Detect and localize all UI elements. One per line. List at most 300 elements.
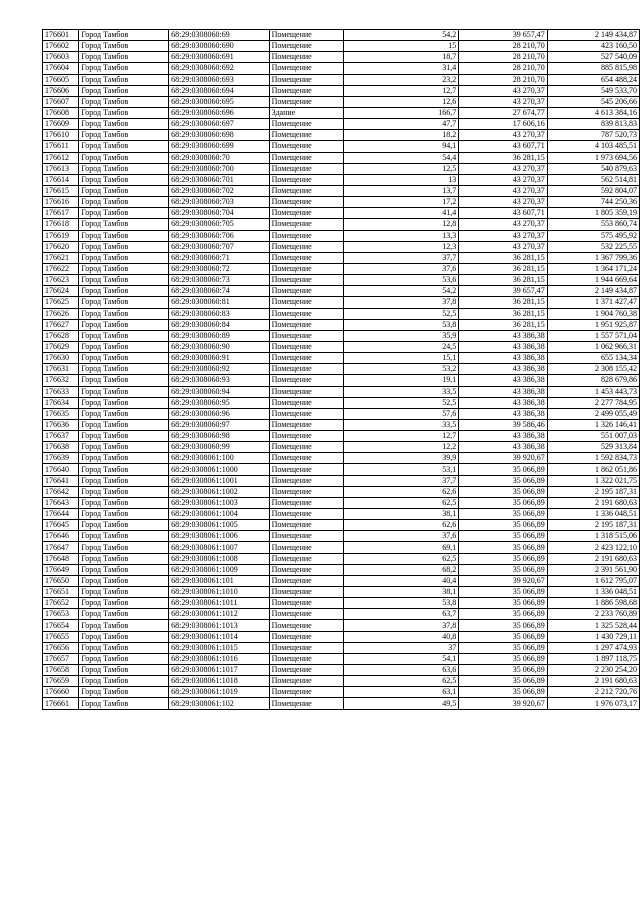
cadastral-number-cell: 68:29:0308060:94 <box>169 386 270 397</box>
row-number-cell: 176660 <box>43 687 79 698</box>
row-number-cell: 176606 <box>43 85 79 96</box>
cadastral-value-cell: 2 233 760,89 <box>547 609 639 620</box>
object-type-cell: Помещение <box>269 208 343 219</box>
table-row <box>43 631 640 642</box>
area-cell: 54,4 <box>344 152 459 163</box>
cadastral-number-cell: 68:29:0308061:1016 <box>169 653 270 664</box>
table-row <box>43 587 640 598</box>
specific-value-cell: 35 066,89 <box>459 564 548 575</box>
area-cell: 13,7 <box>344 185 459 196</box>
cadastral-value-cell: 4 613 384,16 <box>547 107 639 118</box>
specific-value-cell: 43 386,38 <box>459 364 548 375</box>
table-row <box>43 397 640 408</box>
area-cell: 94,1 <box>344 141 459 152</box>
cadastral-value-cell: 1 062 966,31 <box>547 341 639 352</box>
cadastral-value-cell: 2 308 155,42 <box>547 364 639 375</box>
locality-cell: Город Тамбов <box>79 497 169 508</box>
cadastral-value-cell: 1 336 048,51 <box>547 587 639 598</box>
locality-cell: Город Тамбов <box>79 197 169 208</box>
cadastral-number-cell: 68:29:0308061:1015 <box>169 642 270 653</box>
object-type-cell: Помещение <box>269 185 343 196</box>
cadastral-number-cell: 68:29:0308060:707 <box>169 241 270 252</box>
locality-cell: Город Тамбов <box>79 275 169 286</box>
object-type-cell: Помещение <box>269 364 343 375</box>
row-number-cell: 176624 <box>43 286 79 297</box>
cadastral-number-cell: 68:29:0308060:84 <box>169 319 270 330</box>
area-cell: 40,4 <box>344 575 459 586</box>
locality-cell: Город Тамбов <box>79 665 169 676</box>
specific-value-cell: 43 386,38 <box>459 341 548 352</box>
row-number-cell: 176607 <box>43 96 79 107</box>
cadastral-value-cell: 839 813,83 <box>547 119 639 130</box>
object-type-cell: Помещение <box>269 297 343 308</box>
cadastral-number-cell: 68:29:0308060:704 <box>169 208 270 219</box>
specific-value-cell: 35 066,89 <box>459 687 548 698</box>
cadastral-number-cell: 68:29:0308061:1014 <box>169 631 270 642</box>
cadastral-value-table <box>42 29 640 710</box>
cadastral-value-cell: 2 149 434,87 <box>547 30 639 41</box>
cadastral-value-cell: 1 297 474,93 <box>547 642 639 653</box>
cadastral-value-cell: 1 805 359,19 <box>547 208 639 219</box>
row-number-cell: 176601 <box>43 30 79 41</box>
cadastral-value-cell: 1 592 834,73 <box>547 453 639 464</box>
object-type-cell: Помещение <box>269 408 343 419</box>
table-row <box>43 520 640 531</box>
cadastral-number-cell: 68:29:0308060:702 <box>169 185 270 196</box>
row-number-cell: 176633 <box>43 386 79 397</box>
row-number-cell: 176643 <box>43 497 79 508</box>
row-number-cell: 176625 <box>43 297 79 308</box>
row-number-cell: 176652 <box>43 598 79 609</box>
object-type-cell: Помещение <box>269 676 343 687</box>
row-number-cell: 176650 <box>43 575 79 586</box>
table-row <box>43 219 640 230</box>
object-type-cell: Помещение <box>269 464 343 475</box>
locality-cell: Город Тамбов <box>79 52 169 63</box>
row-number-cell: 176635 <box>43 408 79 419</box>
specific-value-cell: 35 066,89 <box>459 520 548 531</box>
cadastral-number-cell: 68:29:0308060:91 <box>169 353 270 364</box>
locality-cell: Город Тамбов <box>79 63 169 74</box>
row-number-cell: 176657 <box>43 653 79 664</box>
cadastral-value-cell: 2 499 055,49 <box>547 408 639 419</box>
locality-cell: Город Тамбов <box>79 41 169 52</box>
object-type-cell: Помещение <box>269 431 343 442</box>
specific-value-cell: 39 920,67 <box>459 575 548 586</box>
cadastral-number-cell: 68:29:0308060:95 <box>169 397 270 408</box>
specific-value-cell: 36 281,15 <box>459 297 548 308</box>
cadastral-number-cell: 68:29:0308060:96 <box>169 408 270 419</box>
specific-value-cell: 43 270,37 <box>459 96 548 107</box>
table-row <box>43 286 640 297</box>
specific-value-cell: 28 210,70 <box>459 74 548 85</box>
area-cell: 38,1 <box>344 587 459 598</box>
cadastral-value-cell: 532 225,55 <box>547 241 639 252</box>
object-type-cell: Помещение <box>269 442 343 453</box>
locality-cell: Город Тамбов <box>79 386 169 397</box>
specific-value-cell: 36 281,15 <box>459 319 548 330</box>
table-row <box>43 208 640 219</box>
area-cell: 12,8 <box>344 219 459 230</box>
object-type-cell: Помещение <box>269 575 343 586</box>
cadastral-number-cell: 68:29:0308061:1004 <box>169 509 270 520</box>
area-cell: 166,7 <box>344 107 459 118</box>
cadastral-value-cell: 2 212 720,76 <box>547 687 639 698</box>
row-number-cell: 176649 <box>43 564 79 575</box>
cadastral-value-cell: 575 495,92 <box>547 230 639 241</box>
area-cell: 54,2 <box>344 286 459 297</box>
object-type-cell: Помещение <box>269 230 343 241</box>
cadastral-value-cell: 787 520,73 <box>547 130 639 141</box>
area-cell: 15,1 <box>344 353 459 364</box>
area-cell: 12,7 <box>344 85 459 96</box>
cadastral-number-cell: 68:29:0308060:697 <box>169 119 270 130</box>
row-number-cell: 176626 <box>43 308 79 319</box>
row-number-cell: 176640 <box>43 464 79 475</box>
area-cell: 62,5 <box>344 497 459 508</box>
cadastral-number-cell: 68:29:0308061:100 <box>169 453 270 464</box>
cadastral-value-cell: 655 134,34 <box>547 353 639 364</box>
cadastral-number-cell: 68:29:0308060:693 <box>169 74 270 85</box>
locality-cell: Город Тамбов <box>79 152 169 163</box>
table-row <box>43 375 640 386</box>
object-type-cell: Помещение <box>269 687 343 698</box>
cadastral-number-cell: 68:29:0308061:102 <box>169 698 270 709</box>
area-cell: 18,2 <box>344 130 459 141</box>
table-row <box>43 263 640 274</box>
specific-value-cell: 36 281,15 <box>459 308 548 319</box>
specific-value-cell: 35 066,89 <box>459 620 548 631</box>
cadastral-number-cell: 68:29:0308060:698 <box>169 130 270 141</box>
cadastral-number-cell: 68:29:0308061:1007 <box>169 542 270 553</box>
cadastral-value-cell: 4 103 485,51 <box>547 141 639 152</box>
row-number-cell: 176617 <box>43 208 79 219</box>
object-type-cell: Помещение <box>269 453 343 464</box>
cadastral-number-cell: 68:29:0308061:1008 <box>169 553 270 564</box>
cadastral-value-cell: 1 862 051,86 <box>547 464 639 475</box>
object-type-cell: Помещение <box>269 252 343 263</box>
locality-cell: Город Тамбов <box>79 676 169 687</box>
object-type-cell: Помещение <box>269 152 343 163</box>
cadastral-number-cell: 68:29:0308060:73 <box>169 275 270 286</box>
cadastral-number-cell: 68:29:0308061:1005 <box>169 520 270 531</box>
cadastral-value-cell: 2 195 187,31 <box>547 520 639 531</box>
area-cell: 33,5 <box>344 386 459 397</box>
area-cell: 12,2 <box>344 442 459 453</box>
row-number-cell: 176619 <box>43 230 79 241</box>
object-type-cell: Помещение <box>269 41 343 52</box>
cadastral-value-cell: 562 514,81 <box>547 174 639 185</box>
specific-value-cell: 35 066,89 <box>459 631 548 642</box>
table-row <box>43 96 640 107</box>
area-cell: 37 <box>344 642 459 653</box>
object-type-cell: Помещение <box>269 275 343 286</box>
object-type-cell: Помещение <box>269 620 343 631</box>
table-row <box>43 408 640 419</box>
area-cell: 15 <box>344 41 459 52</box>
row-number-cell: 176645 <box>43 520 79 531</box>
cadastral-value-cell: 592 804,07 <box>547 185 639 196</box>
locality-cell: Город Тамбов <box>79 219 169 230</box>
table-row <box>43 509 640 520</box>
area-cell: 63,7 <box>344 609 459 620</box>
area-cell: 24,5 <box>344 341 459 352</box>
cadastral-number-cell: 68:29:0308060:695 <box>169 96 270 107</box>
object-type-cell: Помещение <box>269 341 343 352</box>
row-number-cell: 176612 <box>43 152 79 163</box>
object-type-cell: Помещение <box>269 375 343 386</box>
specific-value-cell: 43 386,38 <box>459 353 548 364</box>
cadastral-number-cell: 68:29:0308061:1000 <box>169 464 270 475</box>
cadastral-value-cell: 1 322 021,75 <box>547 475 639 486</box>
specific-value-cell: 28 210,70 <box>459 63 548 74</box>
object-type-cell: Помещение <box>269 486 343 497</box>
locality-cell: Город Тамбов <box>79 252 169 263</box>
locality-cell: Город Тамбов <box>79 130 169 141</box>
row-number-cell: 176604 <box>43 63 79 74</box>
table-row <box>43 676 640 687</box>
object-type-cell: Помещение <box>269 531 343 542</box>
specific-value-cell: 43 386,38 <box>459 431 548 442</box>
area-cell: 37,8 <box>344 297 459 308</box>
cadastral-number-cell: 68:29:0308060:92 <box>169 364 270 375</box>
cadastral-number-cell: 68:29:0308060:691 <box>169 52 270 63</box>
specific-value-cell: 43 270,37 <box>459 185 548 196</box>
table-row <box>43 653 640 664</box>
cadastral-value-cell: 2 391 561,90 <box>547 564 639 575</box>
cadastral-number-cell: 68:29:0308060:692 <box>169 63 270 74</box>
table-row <box>43 163 640 174</box>
area-cell: 49,5 <box>344 698 459 709</box>
locality-cell: Город Тамбов <box>79 85 169 96</box>
cadastral-number-cell: 68:29:0308061:1010 <box>169 587 270 598</box>
row-number-cell: 176634 <box>43 397 79 408</box>
row-number-cell: 176632 <box>43 375 79 386</box>
row-number-cell: 176659 <box>43 676 79 687</box>
object-type-cell: Помещение <box>269 631 343 642</box>
locality-cell: Город Тамбов <box>79 230 169 241</box>
specific-value-cell: 36 281,15 <box>459 252 548 263</box>
object-type-cell: Помещение <box>269 598 343 609</box>
specific-value-cell: 43 386,38 <box>459 386 548 397</box>
cadastral-number-cell: 68:29:0308060:706 <box>169 230 270 241</box>
area-cell: 54,1 <box>344 653 459 664</box>
area-cell: 12,7 <box>344 431 459 442</box>
cadastral-number-cell: 68:29:0308061:1001 <box>169 475 270 486</box>
row-number-cell: 176647 <box>43 542 79 553</box>
table-row <box>43 386 640 397</box>
specific-value-cell: 43 386,38 <box>459 397 548 408</box>
object-type-cell: Помещение <box>269 63 343 74</box>
specific-value-cell: 17 606,16 <box>459 119 548 130</box>
area-cell: 41,4 <box>344 208 459 219</box>
specific-value-cell: 43 386,38 <box>459 408 548 419</box>
table-row <box>43 542 640 553</box>
specific-value-cell: 39 920,67 <box>459 698 548 709</box>
area-cell: 37,7 <box>344 252 459 263</box>
table-row <box>43 419 640 430</box>
specific-value-cell: 43 607,71 <box>459 141 548 152</box>
locality-cell: Город Тамбов <box>79 631 169 642</box>
object-type-cell: Помещение <box>269 119 343 130</box>
specific-value-cell: 39 586,46 <box>459 419 548 430</box>
locality-cell: Город Тамбов <box>79 598 169 609</box>
cadastral-value-cell: 1 944 669,64 <box>547 275 639 286</box>
area-cell: 17,2 <box>344 197 459 208</box>
object-type-cell: Помещение <box>269 263 343 274</box>
table-row <box>43 197 640 208</box>
row-number-cell: 176621 <box>43 252 79 263</box>
area-cell: 12,3 <box>344 241 459 252</box>
specific-value-cell: 43 386,38 <box>459 330 548 341</box>
table-row <box>43 531 640 542</box>
object-type-cell: Здание <box>269 107 343 118</box>
locality-cell: Город Тамбов <box>79 453 169 464</box>
locality-cell: Город Тамбов <box>79 174 169 185</box>
object-type-cell: Помещение <box>269 219 343 230</box>
area-cell: 31,4 <box>344 63 459 74</box>
object-type-cell: Помещение <box>269 353 343 364</box>
table-row <box>43 609 640 620</box>
specific-value-cell: 39 657,47 <box>459 286 548 297</box>
table-row <box>43 620 640 631</box>
object-type-cell: Помещение <box>269 96 343 107</box>
locality-cell: Город Тамбов <box>79 96 169 107</box>
locality-cell: Город Тамбов <box>79 353 169 364</box>
cadastral-value-cell: 1 453 443,73 <box>547 386 639 397</box>
specific-value-cell: 43 270,37 <box>459 174 548 185</box>
specific-value-cell: 35 066,89 <box>459 587 548 598</box>
locality-cell: Город Тамбов <box>79 687 169 698</box>
area-cell: 53,8 <box>344 598 459 609</box>
row-number-cell: 176603 <box>43 52 79 63</box>
table-row <box>43 486 640 497</box>
object-type-cell: Помещение <box>269 397 343 408</box>
locality-cell: Город Тамбов <box>79 542 169 553</box>
object-type-cell: Помещение <box>269 520 343 531</box>
area-cell: 62,5 <box>344 676 459 687</box>
area-cell: 12,6 <box>344 96 459 107</box>
locality-cell: Город Тамбов <box>79 163 169 174</box>
locality-cell: Город Тамбов <box>79 308 169 319</box>
object-type-cell: Помещение <box>269 386 343 397</box>
locality-cell: Город Тамбов <box>79 185 169 196</box>
table-row <box>43 297 640 308</box>
locality-cell: Город Тамбов <box>79 319 169 330</box>
object-type-cell: Помещение <box>269 419 343 430</box>
cadastral-number-cell: 68:29:0308061:1019 <box>169 687 270 698</box>
area-cell: 63,1 <box>344 687 459 698</box>
specific-value-cell: 43 270,37 <box>459 197 548 208</box>
object-type-cell: Помещение <box>269 174 343 185</box>
cadastral-value-cell: 1 336 048,51 <box>547 509 639 520</box>
row-number-cell: 176644 <box>43 509 79 520</box>
cadastral-value-cell: 2 191 680,63 <box>547 676 639 687</box>
row-number-cell: 176646 <box>43 531 79 542</box>
object-type-cell: Помещение <box>269 308 343 319</box>
row-number-cell: 176609 <box>43 119 79 130</box>
row-number-cell: 176641 <box>43 475 79 486</box>
locality-cell: Город Тамбов <box>79 119 169 130</box>
area-cell: 53,6 <box>344 275 459 286</box>
row-number-cell: 176653 <box>43 609 79 620</box>
specific-value-cell: 35 066,89 <box>459 464 548 475</box>
table-row <box>43 475 640 486</box>
locality-cell: Город Тамбов <box>79 241 169 252</box>
cadastral-number-cell: 68:29:0308060:99 <box>169 442 270 453</box>
specific-value-cell: 43 386,38 <box>459 375 548 386</box>
area-cell: 18,7 <box>344 52 459 63</box>
cadastral-number-cell: 68:29:0308060:90 <box>169 341 270 352</box>
specific-value-cell: 35 066,89 <box>459 475 548 486</box>
table-row <box>43 575 640 586</box>
table-row <box>43 275 640 286</box>
area-cell: 19,1 <box>344 375 459 386</box>
cadastral-value-cell: 1 364 171,24 <box>547 263 639 274</box>
table-row <box>43 442 640 453</box>
specific-value-cell: 43 270,37 <box>459 163 548 174</box>
row-number-cell: 176627 <box>43 319 79 330</box>
object-type-cell: Помещение <box>269 52 343 63</box>
cadastral-number-cell: 68:29:0308061:1018 <box>169 676 270 687</box>
cadastral-number-cell: 68:29:0308061:1013 <box>169 620 270 631</box>
cadastral-number-cell: 68:29:0308061:101 <box>169 575 270 586</box>
cadastral-value-cell: 1 371 427,47 <box>547 297 639 308</box>
table-row <box>43 687 640 698</box>
specific-value-cell: 43 607,71 <box>459 208 548 219</box>
area-cell: 39,9 <box>344 453 459 464</box>
locality-cell: Город Тамбов <box>79 431 169 442</box>
area-cell: 38,1 <box>344 509 459 520</box>
cadastral-value-cell: 1 897 118,75 <box>547 653 639 664</box>
table-row <box>43 598 640 609</box>
area-cell: 13,3 <box>344 230 459 241</box>
row-number-cell: 176608 <box>43 107 79 118</box>
row-number-cell: 176630 <box>43 353 79 364</box>
table-row <box>43 41 640 52</box>
area-cell: 37,6 <box>344 263 459 274</box>
object-type-cell: Помещение <box>269 330 343 341</box>
area-cell: 57,6 <box>344 408 459 419</box>
cadastral-value-cell: 1 904 760,38 <box>547 308 639 319</box>
locality-cell: Город Тамбов <box>79 408 169 419</box>
locality-cell: Город Тамбов <box>79 419 169 430</box>
cadastral-number-cell: 68:29:0308061:1003 <box>169 497 270 508</box>
cadastral-number-cell: 68:29:0308060:81 <box>169 297 270 308</box>
specific-value-cell: 35 066,89 <box>459 486 548 497</box>
row-number-cell: 176642 <box>43 486 79 497</box>
cadastral-value-cell: 2 191 680,63 <box>547 553 639 564</box>
area-cell: 53,8 <box>344 319 459 330</box>
cadastral-value-cell: 540 879,63 <box>547 163 639 174</box>
row-number-cell: 176655 <box>43 631 79 642</box>
cadastral-number-cell: 68:29:0308060:705 <box>169 219 270 230</box>
cadastral-number-cell: 68:29:0308060:696 <box>169 107 270 118</box>
locality-cell: Город Тамбов <box>79 74 169 85</box>
cadastral-number-cell: 68:29:0308060:93 <box>169 375 270 386</box>
cadastral-value-cell: 828 679,86 <box>547 375 639 386</box>
specific-value-cell: 35 066,89 <box>459 531 548 542</box>
cadastral-number-cell: 68:29:0308060:74 <box>169 286 270 297</box>
area-cell: 37,6 <box>344 531 459 542</box>
object-type-cell: Помещение <box>269 141 343 152</box>
cadastral-number-cell: 68:29:0308061:1017 <box>169 665 270 676</box>
row-number-cell: 176636 <box>43 419 79 430</box>
locality-cell: Город Тамбов <box>79 464 169 475</box>
specific-value-cell: 39 920,67 <box>459 453 548 464</box>
object-type-cell: Помещение <box>269 698 343 709</box>
locality-cell: Город Тамбов <box>79 286 169 297</box>
